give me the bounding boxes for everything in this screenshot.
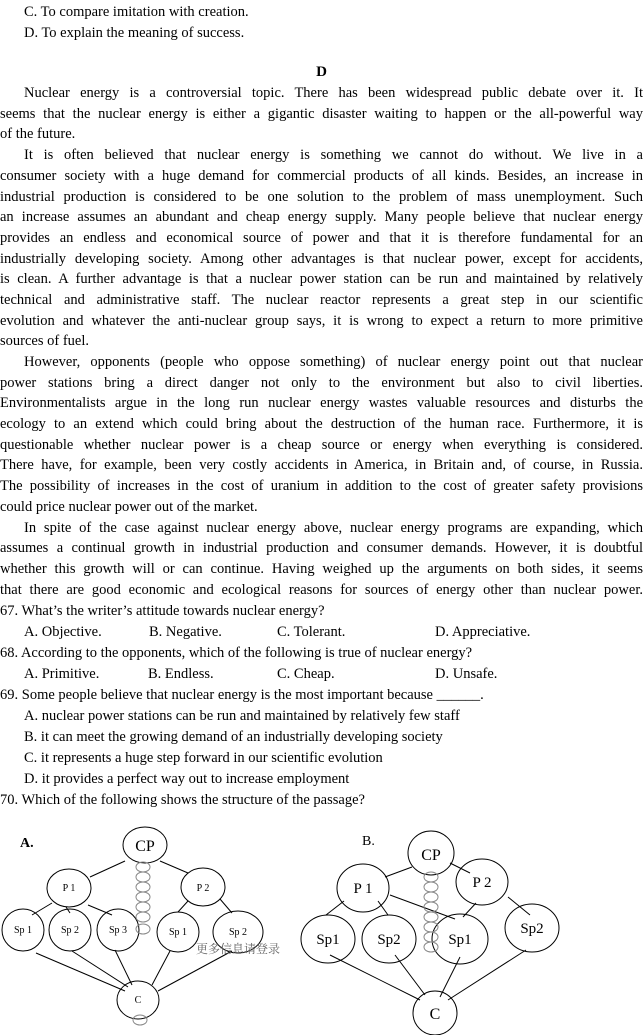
diagram-a-label: A. xyxy=(20,836,34,851)
passage-line: questionable whether nuclear power is a cheap source or energy when everything is considered. xyxy=(0,437,643,453)
question-69-stem: 69. Some people believe that nuclear energy is the most important because ______. xyxy=(0,687,484,703)
question-70-stem: 70. Which of the following shows the structure of the passage? xyxy=(0,792,365,808)
q69-option-b[interactable]: B. it can meet the growing demand of an industrially developing society xyxy=(24,729,443,745)
structure-diagrams xyxy=(0,815,643,1035)
passage-line: could price nuclear power out of the market. xyxy=(0,499,258,515)
q68-option-c[interactable]: C. Cheap. xyxy=(277,666,335,682)
diagram-a-c: C xyxy=(134,995,142,1006)
passage-line: of the future. xyxy=(0,126,76,142)
passage-line: In spite of the case against nuclear energy above, nuclear energy programs are expanding, which xyxy=(24,520,643,536)
diagram-a-cp: CP xyxy=(135,838,155,855)
diagram-b-sp2: Sp2 xyxy=(377,932,401,948)
q69-option-d[interactable]: D. it provides a perfect way out to increase employment xyxy=(24,771,350,787)
passage-line: industrial production is considered to be one solution to the problem of mass unemployment. Such xyxy=(0,189,643,205)
passage-line: power stations bring a direct danger not only to the environment but also to civil liberties. xyxy=(0,375,643,391)
q69-option-c[interactable]: C. it represents a huge step forward in our scientific evolution xyxy=(24,750,383,766)
passage-line: seems that the nuclear energy is either a gigantic disaster waiting to happen or the all-powerful way xyxy=(0,106,643,122)
diagram-b-c: C xyxy=(429,1006,441,1023)
diagram-a-sp2b: Sp 2 xyxy=(228,927,248,938)
passage-heading: D xyxy=(316,64,327,80)
diagram-a-p1: P 1 xyxy=(62,883,76,894)
question-67-stem: 67. What’s the writer’s attitude towards nuclear energy? xyxy=(0,603,325,619)
diagram-a[interactable] xyxy=(2,827,263,1025)
diagram-a-sp3: Sp 3 xyxy=(108,925,128,936)
passage-line: industrially developing society. Among other advantages is that nuclear power, except for accidents, xyxy=(0,251,643,267)
passage-line: The possibility of increases in the cost of uranium in addition to the cost of greater safety provisions xyxy=(0,478,643,494)
diagram-a-sp2: Sp 2 xyxy=(60,925,80,936)
passage-line: Environmentalists argue in the long run nuclear energy wastes valuable resources and disturbs the xyxy=(0,395,643,411)
q69-option-a[interactable]: A. nuclear power stations can be run and maintained by relatively few staff xyxy=(24,708,460,724)
diagram-a-p2: P 2 xyxy=(196,883,210,894)
diagram-b-sp2b: Sp2 xyxy=(520,921,544,937)
prev-option-d: D. To explain the meaning of success. xyxy=(24,25,245,41)
passage-line: Nuclear energy is a controversial topic. There has been widespread public debate over it. It xyxy=(24,85,643,101)
diagram-b-sp1b: Sp1 xyxy=(448,932,472,948)
diagram-a-sp1b: Sp 1 xyxy=(168,927,188,938)
diagram-b-sp1: Sp1 xyxy=(316,932,340,948)
passage-line: sources of fuel. xyxy=(0,333,89,349)
passage-line: evolution and whatever the anti-nuclear group says, it is wrong to expect a return to more primitive xyxy=(0,313,643,329)
passage-line: technical and administrative staff. The nuclear reactor represents a great step in our scientific xyxy=(0,292,643,308)
passage-line: provides an endless and economical source of power and that it is therefore fundamental for an xyxy=(0,230,643,246)
q68-option-b[interactable]: B. Endless. xyxy=(148,666,214,682)
passage-line: consumer society with a huge demand for commercial products of all kinds. Besides, an increase in xyxy=(0,168,643,184)
question-68-stem: 68. According to the opponents, which of the following is true of nuclear energy? xyxy=(0,645,473,661)
q67-option-a[interactable]: A. Objective. xyxy=(24,624,102,640)
passage-line: ecology to an extend which could bring about the destruction of the human race. Furthermore, it is xyxy=(0,416,643,432)
passage-line: It is often believed that nuclear energy is something we cannot do without. We live in a xyxy=(24,147,643,163)
diagram-b-label: B. xyxy=(362,834,375,849)
watermark-text: 更多信息请登录 xyxy=(196,942,281,956)
q67-option-b[interactable]: B. Negative. xyxy=(149,624,222,640)
passage-line: is clean. A further advantage is that a nuclear power station can be run and maintained by relatively xyxy=(0,271,643,287)
q67-option-d[interactable]: D. Appreciative. xyxy=(435,624,531,640)
q68-option-d[interactable]: D. Unsafe. xyxy=(435,666,498,682)
passage-line: whether this growth will or can continue. Having weighed up the arguments on both sides, it seems xyxy=(0,561,643,577)
passage-line: There have, for example, been very costly accidents in America, in Britain and, of course, in Russia. xyxy=(0,457,643,473)
passage-line: However, opponents (people who oppose something) of nuclear energy point out that nuclear xyxy=(24,354,643,370)
diagram-b-cp: CP xyxy=(421,847,441,864)
diagram-a-sp1: Sp 1 xyxy=(13,925,33,936)
prev-option-c: C. To compare imitation with creation. xyxy=(24,4,249,20)
passage-line: that there are good economic and ecological reasons for sources of energy other than nuclear power. xyxy=(0,582,643,598)
diagram-b-p2: P 2 xyxy=(472,875,492,891)
passage-line: assumes a continual growth in industrial production and consumer demands. However, it is doubtful xyxy=(0,540,643,556)
diagram-b-p1: P 1 xyxy=(353,881,373,897)
passage-line: an increase assumes an abundant and cheap energy supply. Many people believe that nuclear energy xyxy=(0,209,643,225)
q67-option-c[interactable]: C. Tolerant. xyxy=(277,624,346,640)
q68-option-a[interactable]: A. Primitive. xyxy=(24,666,100,682)
